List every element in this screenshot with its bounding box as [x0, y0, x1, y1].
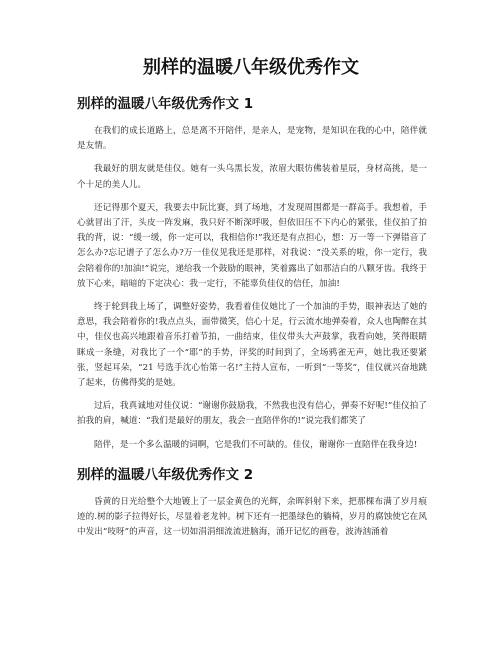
paragraph: 在我们的成长道路上，总是离不开陪伴，是亲人，是宠物，是知识在我的心中，陪伴就是友情。 [77, 126, 427, 152]
paragraph: 过后，我真诚地对佳仪说：“谢谢你鼓励我，不然我也没有信心，弹奏不好呢!”佳仪拍了拍我的肩，喊道：“我们是最好的朋友，我会一直陪伴你的!”说完我们都笑了 [77, 401, 427, 427]
section-heading-1: 别样的温暖八年级优秀作文 1 [77, 96, 254, 112]
paragraph: 昏黄的日光给整个大地镀上了一层金黄色的光辉，余晖斜射下来，把那棵布满了岁月痕迹的.树的影子拉得好长，尽显着老龙钟。树下还有一把墨绿色的躺椅，岁月的腐蚀使它在风中发出“吱呀”的声音，这一切如涓涓细流流进脑海，涌开记忆的画卷，波涛汹涌着 [77, 496, 427, 538]
paragraph: 陪伴，是一个多么温暖的词啊，它是我们不可缺的。佳仪，谢谢你一直陪伴在我身边! [94, 439, 418, 450]
paragraph: 我最好的朋友就是佳仪。她有一头乌黑长发，浓眉大眼仿佛装着星辰，身材高挑，是一个十足的美人儿。 [77, 164, 427, 190]
document-body [77, 94, 427, 548]
document-title: 别样的温暖八年级优秀作文 [143, 57, 359, 78]
paragraph: 还记得那个夏天，我要去中阮比赛，到了场地，才发现周围都是一群高手。我想着，手心就冒出了汗，头皮一阵发麻，我只好不断深呼吸，但依旧压不下内心的紧张，佳仪拍了拍我的背，说：“缓一缓，你一定可以，我相信你!”我还是有点担心，想：万一等一下弹错音了怎么办?忘记谱子了怎么办?万一佳仪见我还是那样，对我说：“没关系的啦，你一定行，我会陪着你的!加油!”说完，递给我一个鼓励的眼神，笑着露出了如那洁白的八颗牙齿。我终于放下心来，暗暗的下定决心：我一定行，不能辜负佳仪的信任，加油! [77, 202, 427, 289]
section-heading-2: 别样的温暖八年级优秀作文 2 [77, 466, 254, 483]
paragraph: 终于轮到我上场了，调整好姿势，我看着佳仪她比了一个加油的手势，眼神表达了她的意思，我会陪着你的!我点点头，面带微笑，信心十足，行云流水地弹奏着，众人也陶醉在其中，佳仪也高兴地跟着音乐打着节拍，一曲结束，佳仪带头大声鼓掌，我看向她，笑得眼睛眯成一条缝，对我比了一个“耶”的手势，评奖的时间到了，全场鸦雀无声，她比我还要紧张，竖起耳朵，“21 号选手沈心怡第一名!”主持人宣布，一听到“一等奖”，佳仪就兴奋地跳了起来，仿佛得奖的是她。 [77, 302, 427, 389]
